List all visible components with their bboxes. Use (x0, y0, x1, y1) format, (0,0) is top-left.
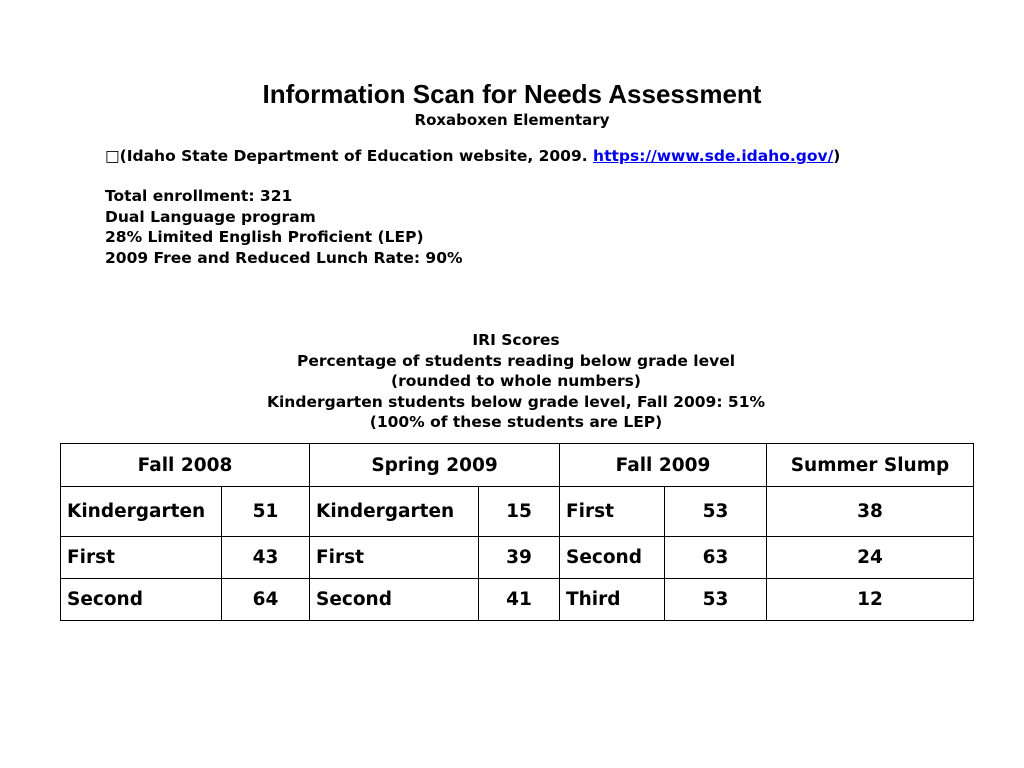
cell-value: 63 (665, 537, 767, 579)
page-title: Information Scan for Needs Assessment (262, 79, 762, 109)
cell-grade: Kindergarten (310, 487, 479, 537)
table-header-row (61, 444, 974, 487)
cell-grade: Second (560, 537, 665, 579)
cell-grade: Second (310, 579, 479, 621)
table-row (61, 579, 974, 621)
fact-lep: 28% Limited English Proficient (LEP) (105, 228, 424, 246)
cell-value: 53 (665, 487, 767, 537)
cell-grade: First (61, 537, 222, 579)
iri-heading: IRI Scores (472, 331, 560, 349)
iri-scores-table (60, 443, 974, 621)
cell-value: 43 (222, 537, 310, 579)
iri-line-4: (100% of these students are LEP) (369, 413, 663, 431)
cell-summer-slump: 24 (767, 537, 974, 579)
iri-line-1: Percentage of students reading below grade level (296, 351, 736, 370)
header-fall-2008: Fall 2008 (61, 444, 310, 487)
iri-caption (0, 330, 1024, 433)
cell-value: 51 (222, 487, 310, 537)
fact-lunch-rate: 2009 Free and Reduced Lunch Rate: 90% (105, 248, 463, 267)
cell-grade: Kindergarten (61, 487, 222, 537)
cell-value: 53 (665, 579, 767, 621)
cell-value: 41 (479, 579, 560, 621)
header-spring-2009: Spring 2009 (310, 444, 560, 487)
cell-grade: Second (61, 579, 222, 621)
fact-dual-language: Dual Language program (105, 207, 316, 226)
source-suffix: ) (833, 147, 841, 165)
school-name: Roxaboxen Elementary (414, 111, 610, 129)
cell-grade: First (310, 537, 479, 579)
iri-line-2: (rounded to whole numbers) (390, 372, 641, 390)
cell-value: 39 (479, 537, 560, 579)
header-summer-slump: Summer Slump (767, 444, 974, 487)
header-fall-2009: Fall 2009 (560, 444, 767, 487)
cell-summer-slump: 12 (767, 579, 974, 621)
cell-value: 15 (479, 487, 560, 537)
sde-website-link[interactable]: https://www.sde.idaho.gov/ (593, 147, 834, 165)
checkbox-glyph-icon: □ (105, 147, 120, 165)
table-row (61, 537, 974, 579)
cell-summer-slump: 38 (767, 487, 974, 537)
cell-grade: First (560, 487, 665, 537)
table-row (61, 487, 974, 537)
cell-value: 64 (222, 579, 310, 621)
source-prefix: (Idaho State Department of Education website, 2009. (119, 147, 594, 165)
school-facts (105, 186, 463, 268)
cell-grade: Third (560, 579, 665, 621)
fact-enrollment: Total enrollment: 321 (105, 187, 293, 205)
source-citation (105, 145, 840, 167)
iri-line-3: Kindergarten students below grade level, Fall 2009: 51% (266, 392, 766, 411)
